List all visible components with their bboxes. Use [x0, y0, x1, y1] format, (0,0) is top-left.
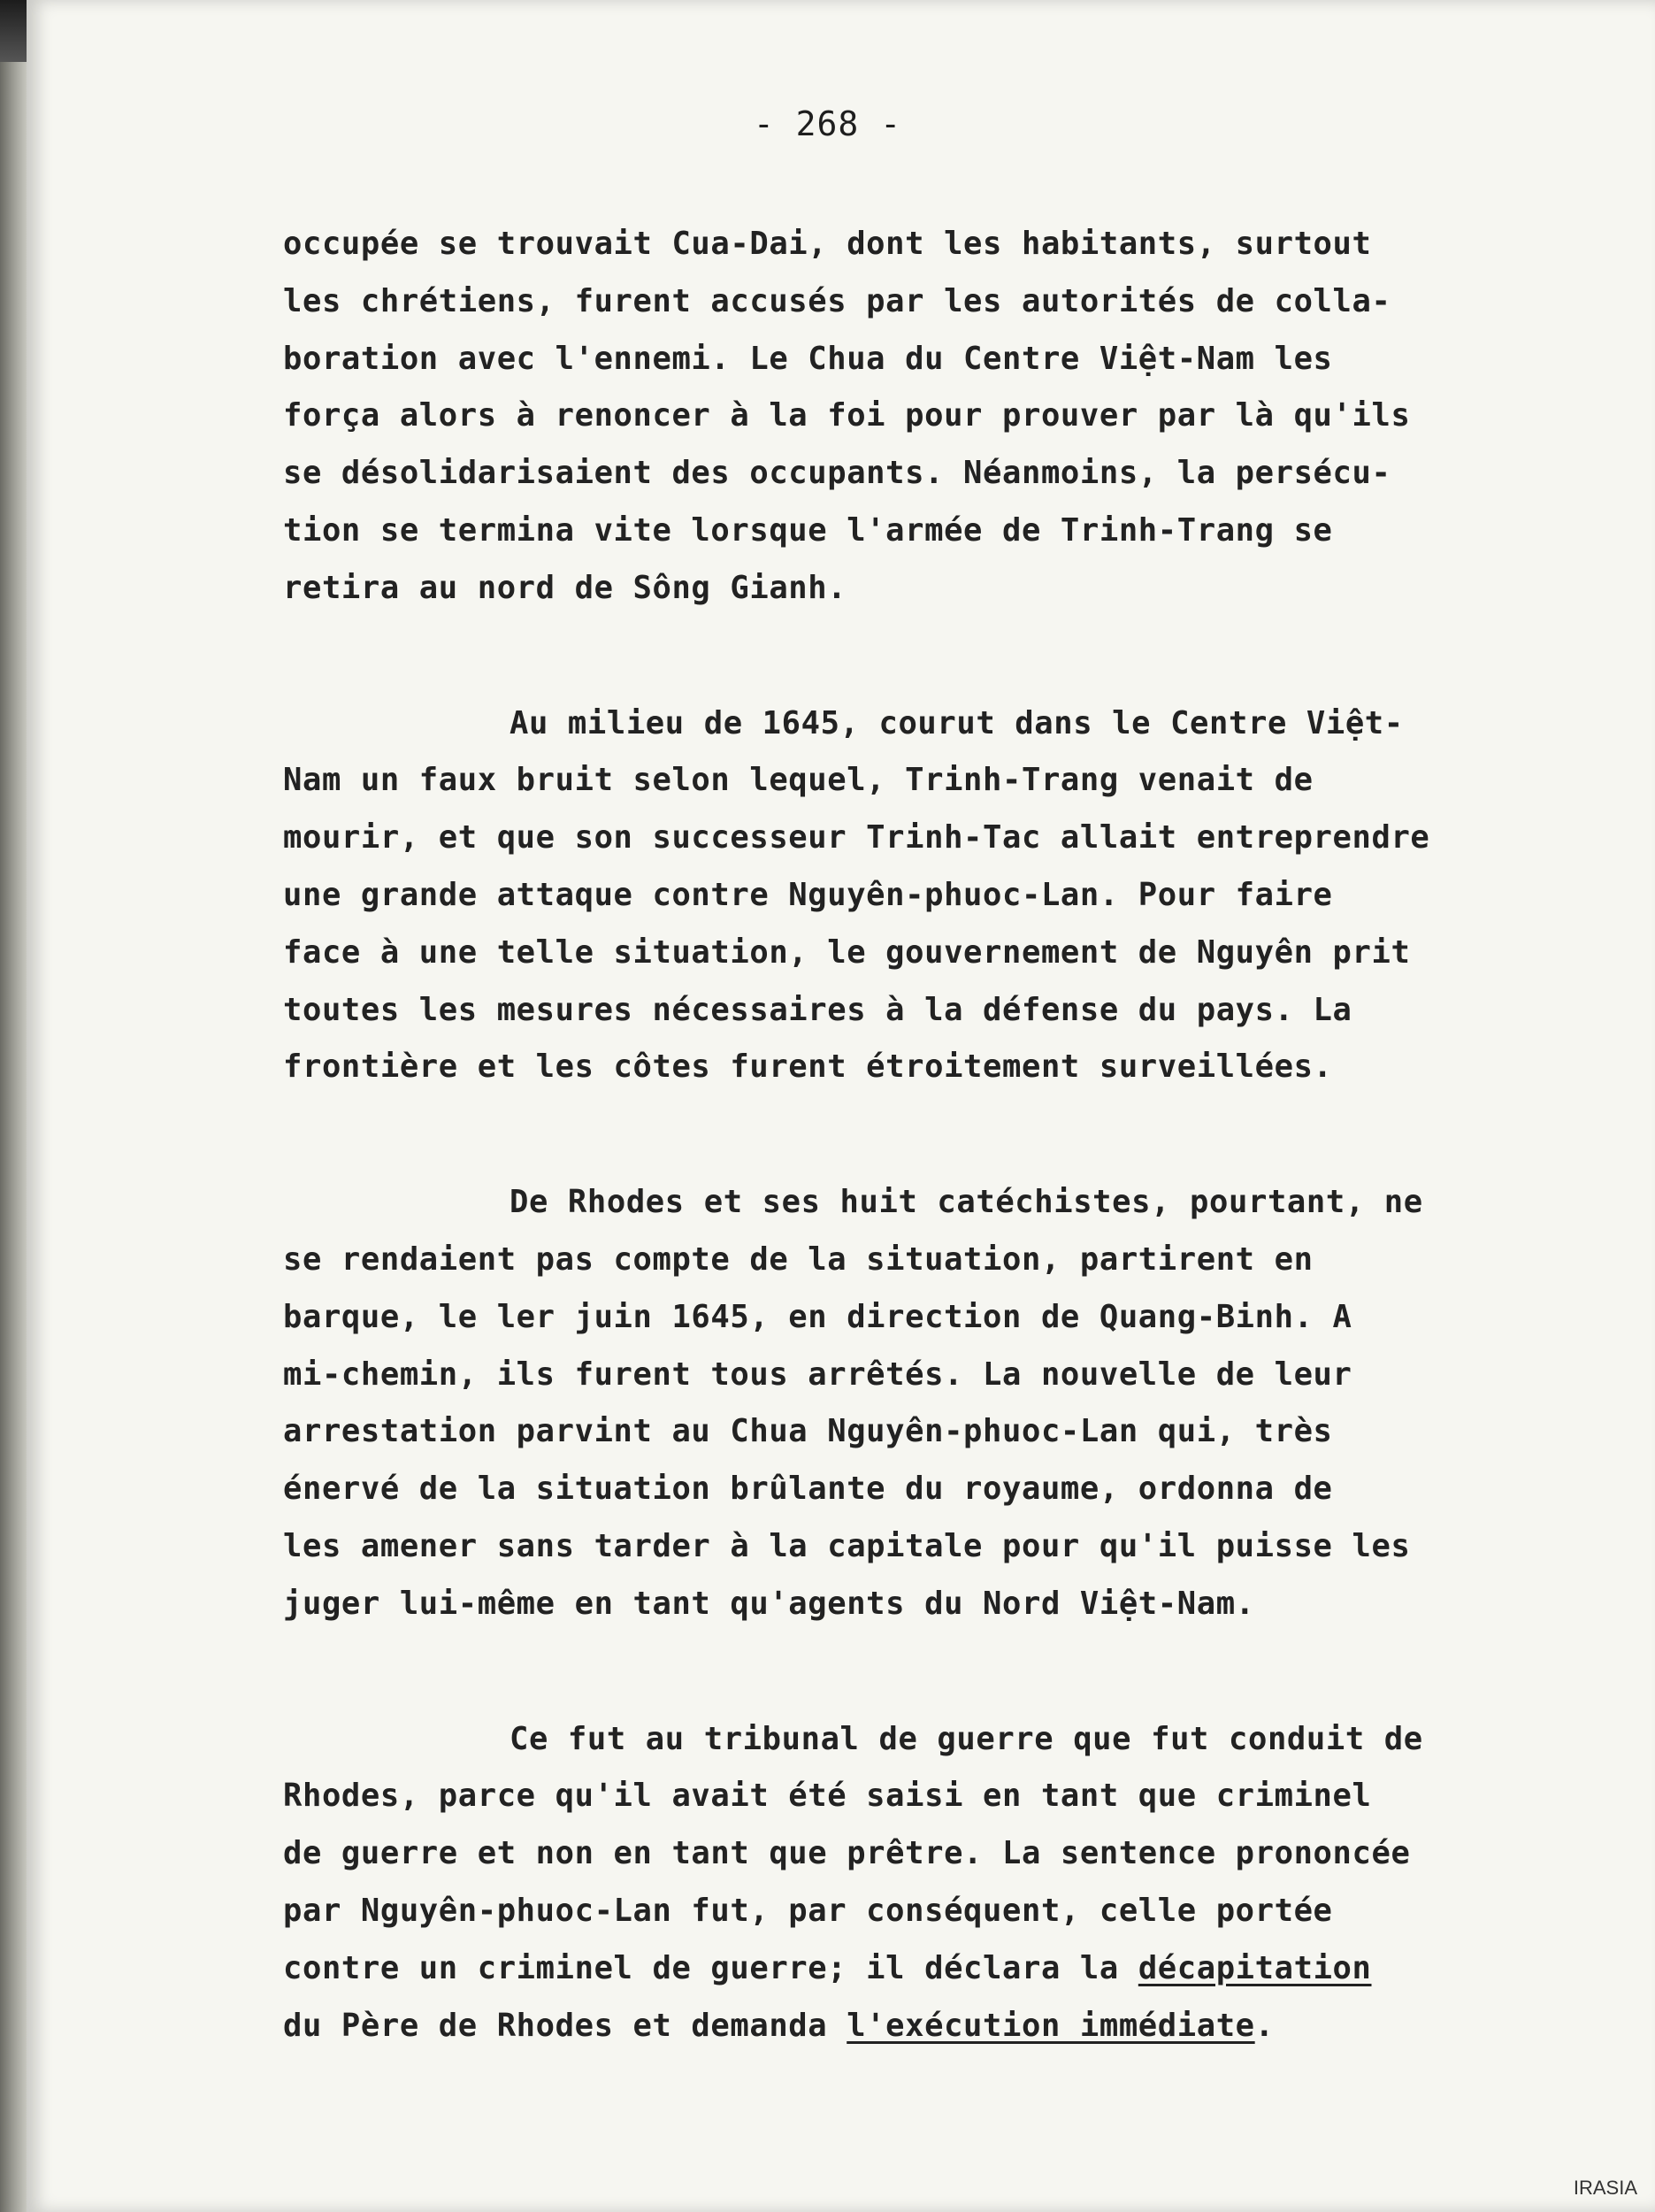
text-line: les chrétiens, furent accusés par les autorités de colla- — [283, 282, 1391, 319]
page-number: - 268 - — [753, 104, 902, 143]
text-line: se rendaient pas compte de la situation, partirent en — [283, 1240, 1314, 1278]
text-line: les amener sans tarder à la capitale pour qu'il puisse les — [283, 1527, 1411, 1564]
underlined-text: l'exécution immédiate — [847, 2007, 1255, 2044]
text-line: se désolidarisaient des occupants. Néanmoins, la persécu- — [283, 455, 1391, 492]
paragraph-2 — [283, 695, 1575, 1097]
text-line: énervé de la situation brûlante du royaume, ordonna de — [283, 1471, 1333, 1508]
text-line: face à une telle situation, le gouvernement de Nguyên prit — [283, 933, 1411, 971]
text-line: mi-chemin, ils furent tous arrêtés. La nouvelle de leur — [283, 1356, 1352, 1393]
text-line: mourir, et que son successeur Trinh-Tac allait entreprendre — [283, 819, 1430, 856]
paragraph-3 — [283, 1174, 1575, 1632]
watermark: IRASIA — [1573, 2177, 1637, 2199]
text-line: boration avec l'ennemi. Le Chua du Centre Việt-Nam les — [283, 340, 1333, 377]
paragraph-gap — [283, 1633, 1575, 1711]
text-line: juger lui-même en tant qu'agents du Nord Việt-Nam. — [283, 1585, 1255, 1622]
text-line: toutes les mesures nécessaires à la défense du pays. La — [283, 991, 1352, 1028]
text-line: De Rhodes et ses huit catéchistes, pourtant, ne — [510, 1184, 1423, 1221]
paragraph-gap — [283, 618, 1575, 695]
text-line: une grande attaque contre Nguyên-phuoc-Lan. Pour faire — [283, 876, 1333, 913]
text-line: tion se termina vite lorsque l'armée de Trinh-Trang se — [283, 511, 1333, 549]
paragraph-1 — [283, 216, 1575, 618]
text-line: Nam un faux bruit selon lequel, Trinh-Trang venait de — [283, 762, 1314, 799]
text-line: retira au nord de Sông Gianh. — [283, 569, 847, 606]
text-line: força alors à renoncer à la foi pour prouver par là qu'ils — [283, 397, 1411, 434]
text-line: occupée se trouvait Cua-Dai, dont les habitants, surtout — [283, 226, 1372, 262]
text-line — [283, 1940, 1575, 1998]
binding-corner — [0, 0, 30, 62]
text-line: barque, le ler juin 1645, en direction de Quang-Binh. A — [283, 1298, 1352, 1335]
text-segment: contre un criminel de guerre; il déclara la — [283, 1949, 1138, 1986]
paragraph-4 — [283, 1711, 1575, 2055]
text-line: arrestation parvint au Chua Nguyên-phuoc-Lan qui, très — [283, 1413, 1333, 1450]
text-line: par Nguyên-phuoc-Lan fut, par conséquent, celle portée — [283, 1892, 1333, 1929]
underlined-text: décapitation — [1138, 1949, 1372, 1986]
text-line: Ce fut au tribunal de guerre que fut conduit de — [510, 1720, 1423, 1757]
text-segment: . — [1254, 2007, 1275, 2044]
text-line: Rhodes, parce qu'il avait été saisi en tant que criminel — [283, 1778, 1372, 1815]
text-line — [283, 1998, 1575, 2055]
text-segment: du Père de Rhodes et demanda — [283, 2007, 847, 2044]
paragraph-gap — [283, 1096, 1575, 1174]
text-line: Au milieu de 1645, courut dans le Centre Việt- — [510, 704, 1404, 741]
text-line: de guerre et non en tant que prêtre. La sentence prononcée — [283, 1835, 1411, 1872]
body-text — [283, 216, 1575, 2055]
text-line: frontière et les côtes furent étroitement surveillées. — [283, 1048, 1333, 1086]
